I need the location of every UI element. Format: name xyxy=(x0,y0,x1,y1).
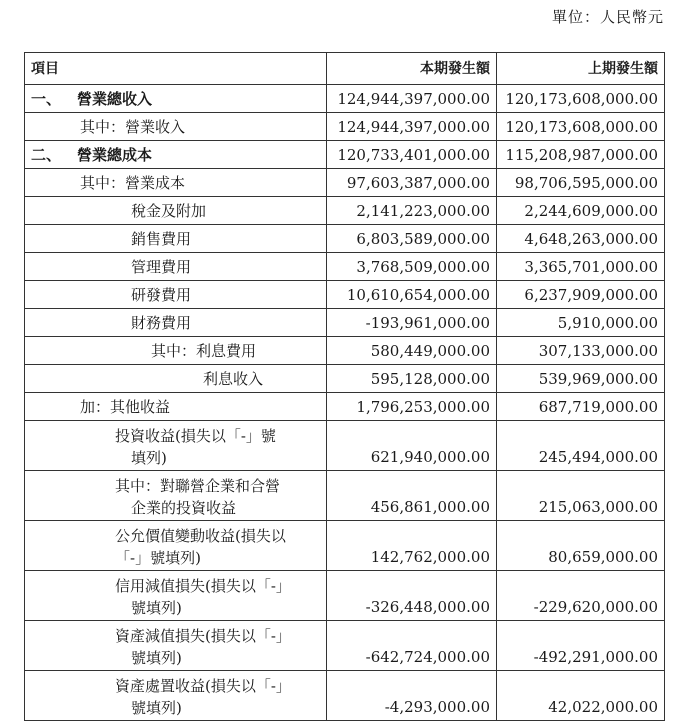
previous-value: 307,133,000.00 xyxy=(497,337,665,365)
header-previous: 上期發生額 xyxy=(497,53,665,85)
previous-value: 120,173,608,000.00 xyxy=(497,85,665,113)
current-value: 3,768,509,000.00 xyxy=(327,253,497,281)
previous-value: 98,706,595,000.00 xyxy=(497,169,665,197)
table-row xyxy=(25,281,665,309)
row-label: 研發費用 xyxy=(25,281,327,309)
row-label-line: 資產減值損失(損失以「-」 xyxy=(115,627,291,645)
current-value: 621,940,000.00 xyxy=(327,421,497,471)
row-label-line: 號填列) xyxy=(131,649,182,667)
income-statement-table xyxy=(24,52,665,721)
table-row xyxy=(25,253,665,281)
section-number: 二、 xyxy=(31,145,62,164)
table-row xyxy=(25,421,665,471)
previous-value: 2,244,609,000.00 xyxy=(497,197,665,225)
table-row xyxy=(25,571,665,621)
row-label-line: 投資收益(損失以「-」號 xyxy=(115,427,276,445)
previous-value: -492,291,000.00 xyxy=(497,621,665,671)
current-value: 142,762,000.00 xyxy=(327,521,497,571)
current-value: 595,128,000.00 xyxy=(327,365,497,393)
table-row xyxy=(25,621,665,671)
table-row xyxy=(25,337,665,365)
row-label xyxy=(25,621,327,671)
previous-value: 215,063,000.00 xyxy=(497,471,665,521)
current-value: 1,796,253,000.00 xyxy=(327,393,497,421)
row-label-line: 號填列) xyxy=(131,599,182,617)
row-label xyxy=(25,671,327,721)
row-label: 利息收入 xyxy=(25,365,327,393)
table-row xyxy=(25,113,665,141)
row-label-line: 「-」號填列) xyxy=(115,549,201,567)
row-label: 管理費用 xyxy=(25,253,327,281)
current-value: -193,961,000.00 xyxy=(327,309,497,337)
table-row xyxy=(25,85,665,113)
previous-value: 6,237,909,000.00 xyxy=(497,281,665,309)
previous-value: 115,208,987,000.00 xyxy=(497,141,665,169)
row-label xyxy=(25,571,327,621)
row-label-text: 營業總成本 xyxy=(77,145,153,164)
header-item: 項目 xyxy=(25,53,327,85)
table-row xyxy=(25,309,665,337)
row-label: 其中：營業收入 xyxy=(25,113,327,141)
header-row xyxy=(25,53,665,85)
current-value: 10,610,654,000.00 xyxy=(327,281,497,309)
row-label-line: 公允價值變動收益(損失以 xyxy=(115,527,286,545)
row-label: 銷售費用 xyxy=(25,225,327,253)
row-label-line: 其中：對聯營企業和合營 xyxy=(115,477,281,495)
table-row xyxy=(25,141,665,169)
table-row xyxy=(25,471,665,521)
current-value: 2,141,223,000.00 xyxy=(327,197,497,225)
current-value: 120,733,401,000.00 xyxy=(327,141,497,169)
row-label: 財務費用 xyxy=(25,309,327,337)
previous-value: 42,022,000.00 xyxy=(497,671,665,721)
current-value: 124,944,397,000.00 xyxy=(327,113,497,141)
row-label: 其中：營業成本 xyxy=(25,169,327,197)
current-value: -326,448,000.00 xyxy=(327,571,497,621)
row-label xyxy=(25,471,327,521)
row-label: 加：其他收益 xyxy=(25,393,327,421)
current-value: 580,449,000.00 xyxy=(327,337,497,365)
previous-value: 539,969,000.00 xyxy=(497,365,665,393)
unit-label: 單位：人民幣元 xyxy=(551,8,664,26)
previous-value: 80,659,000.00 xyxy=(497,521,665,571)
current-value: 6,803,589,000.00 xyxy=(327,225,497,253)
section-number: 一、 xyxy=(31,89,62,108)
current-value: -642,724,000.00 xyxy=(327,621,497,671)
previous-value: 3,365,701,000.00 xyxy=(497,253,665,281)
current-value: -4,293,000.00 xyxy=(327,671,497,721)
table-row xyxy=(25,169,665,197)
table-row xyxy=(25,393,665,421)
row-label-line: 信用減值損失(損失以「-」 xyxy=(115,577,291,595)
row-label-line: 號填列) xyxy=(131,699,182,717)
row-label-text: 營業總收入 xyxy=(77,89,153,108)
row-label xyxy=(25,421,327,471)
current-value: 97,603,387,000.00 xyxy=(327,169,497,197)
previous-value: -229,620,000.00 xyxy=(497,571,665,621)
row-label: 稅金及附加 xyxy=(25,197,327,225)
row-label xyxy=(25,85,327,113)
row-label-line: 填列) xyxy=(131,449,167,467)
current-value: 124,944,397,000.00 xyxy=(327,85,497,113)
previous-value: 245,494,000.00 xyxy=(497,421,665,471)
row-label xyxy=(25,521,327,571)
table-row xyxy=(25,197,665,225)
table-row xyxy=(25,225,665,253)
row-label: 其中：利息費用 xyxy=(25,337,327,365)
row-label-line: 企業的投資收益 xyxy=(131,499,237,517)
current-value: 456,861,000.00 xyxy=(327,471,497,521)
row-label-line: 資產處置收益(損失以「-」 xyxy=(115,677,291,695)
row-label xyxy=(25,141,327,169)
previous-value: 687,719,000.00 xyxy=(497,393,665,421)
previous-value: 4,648,263,000.00 xyxy=(497,225,665,253)
table-row xyxy=(25,365,665,393)
previous-value: 5,910,000.00 xyxy=(497,309,665,337)
table-row xyxy=(25,671,665,721)
previous-value: 120,173,608,000.00 xyxy=(497,113,665,141)
header-current: 本期發生額 xyxy=(327,53,497,85)
table-row xyxy=(25,521,665,571)
